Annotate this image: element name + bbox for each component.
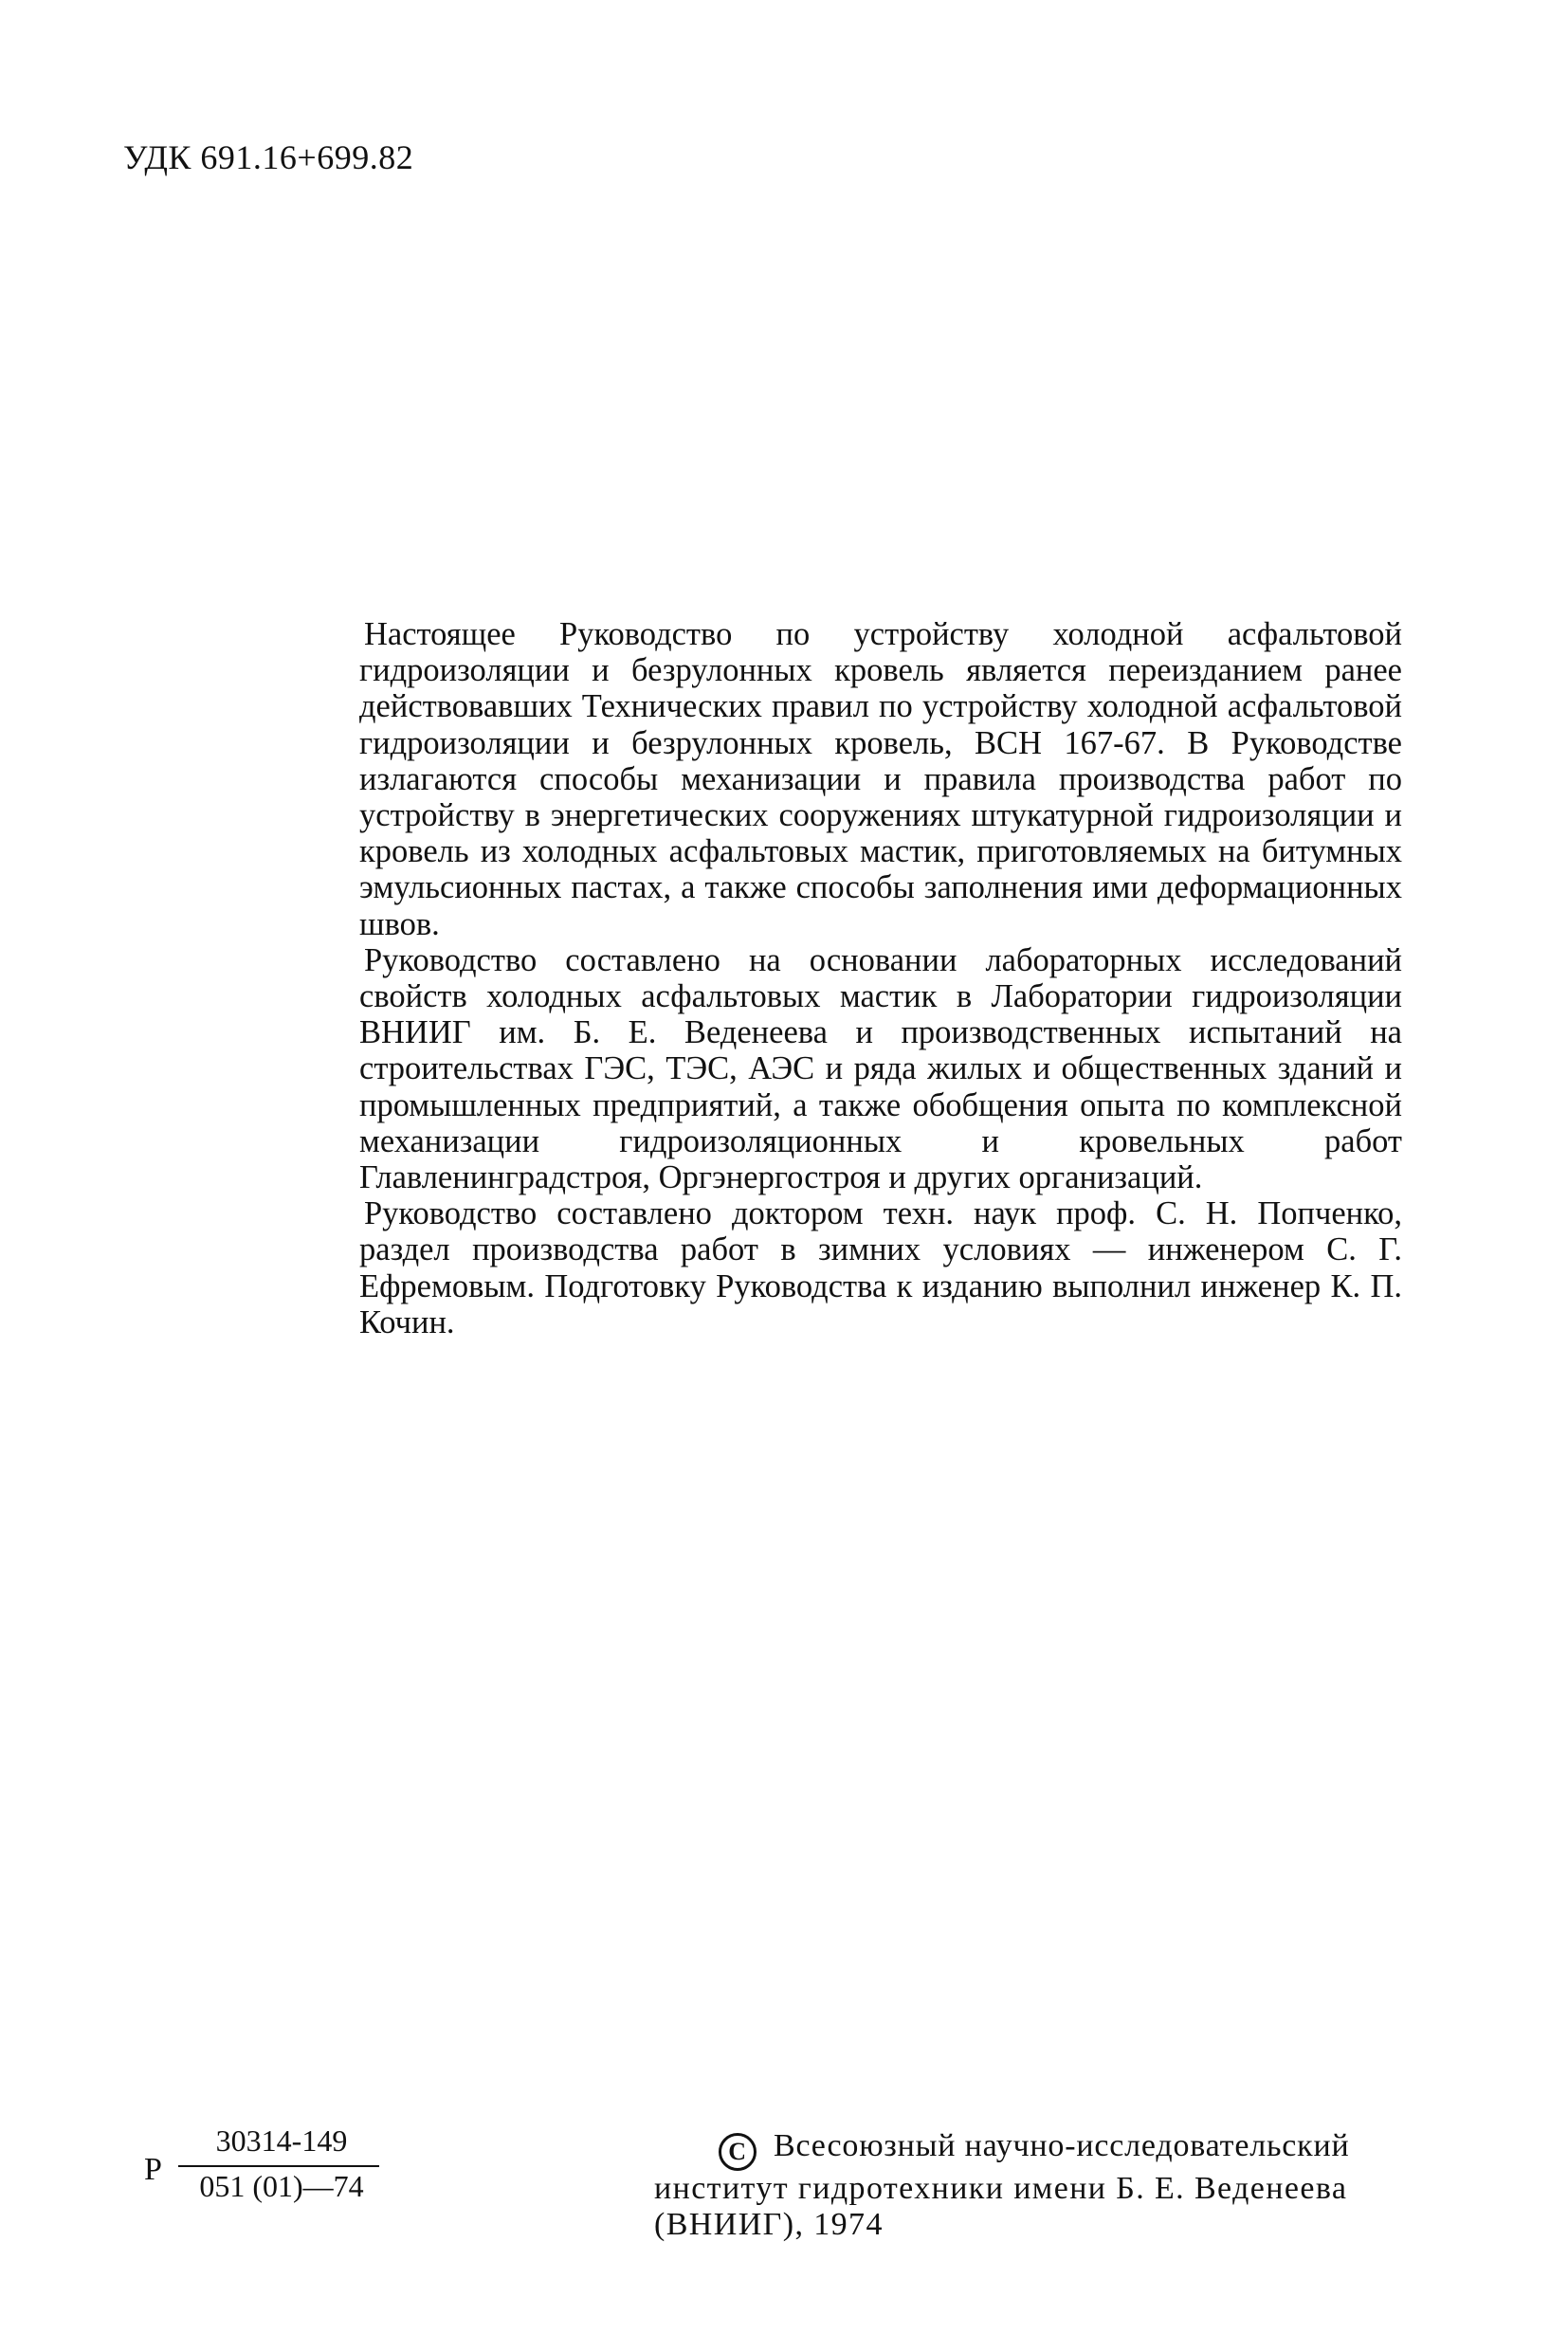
copyright-line-3: (ВНИИГ), 1974 xyxy=(654,2207,884,2242)
annotation-paragraph-2 xyxy=(359,942,1402,1195)
copyright-line-2: институт гидротехники имени Б. Е. Веденеева xyxy=(654,2171,1348,2206)
copyright-line-1-text: Всесоюзный научно-исследовательский xyxy=(774,2128,1350,2163)
annotation-paragraph-1-text: Настоящее Руководство по устройству холодной асфальтовой гидроизоляции и безрулонных кровель является переизданием ранее действовавших Технических правил по устройству холодной асфальтовой гидроизоляции и безрулонных кровель, ВСН 167-67. В Руководстве излагаются способы механизации и правила производства работ по устройству в энергетических сооружениях штукатурной гидроизоляции и кровель из холодных асфальтовых мастик, приготовляемых на битумных эмульсионных пастах, а также способы заполнения ими деформационных швов. xyxy=(359,616,1402,942)
publication-index xyxy=(144,2123,391,2218)
index-denominator: 051 (01)—74 xyxy=(199,2169,364,2203)
index-letter: Р xyxy=(144,2152,162,2187)
annotation-text xyxy=(359,616,1402,1340)
copyright-notice xyxy=(654,2128,1441,2243)
udk-code: УДК 691.16+699.82 xyxy=(123,138,414,176)
copyright-icon: C xyxy=(719,2133,757,2171)
annotation-paragraph-3-text: Руководство составлено доктором техн. наук проф. С. Н. Попченко, раздел производства работ в зимних условиях — инженером С. Г. Ефремовым. Подготовку Руководства к изданию выполнил инженер К. П. Кочин. xyxy=(359,1195,1402,1340)
index-fraction-rule xyxy=(178,2165,379,2167)
annotation-paragraph-1 xyxy=(359,616,1402,942)
copyright-line-1 xyxy=(654,2128,1441,2171)
annotation-paragraph-3 xyxy=(359,1195,1402,1340)
index-numerator: 30314-149 xyxy=(215,2123,348,2158)
annotation-paragraph-2-text: Руководство составлено на основании лабораторных исследований свойств холодных асфальтовых мастик в Лаборатории гидроизоляции ВНИИГ им. Б. Е. Веденеева и производственных испытаний на строительствах ГЭС, ТЭС, АЭС и ряда жилых и общественных зданий и промышленных предприятий, а также обобщения опыта по комплексной механизации гидроизоляционных и кровельных работ Главленинградстроя, Оргэнергостроя и других организаций. xyxy=(359,941,1402,1196)
